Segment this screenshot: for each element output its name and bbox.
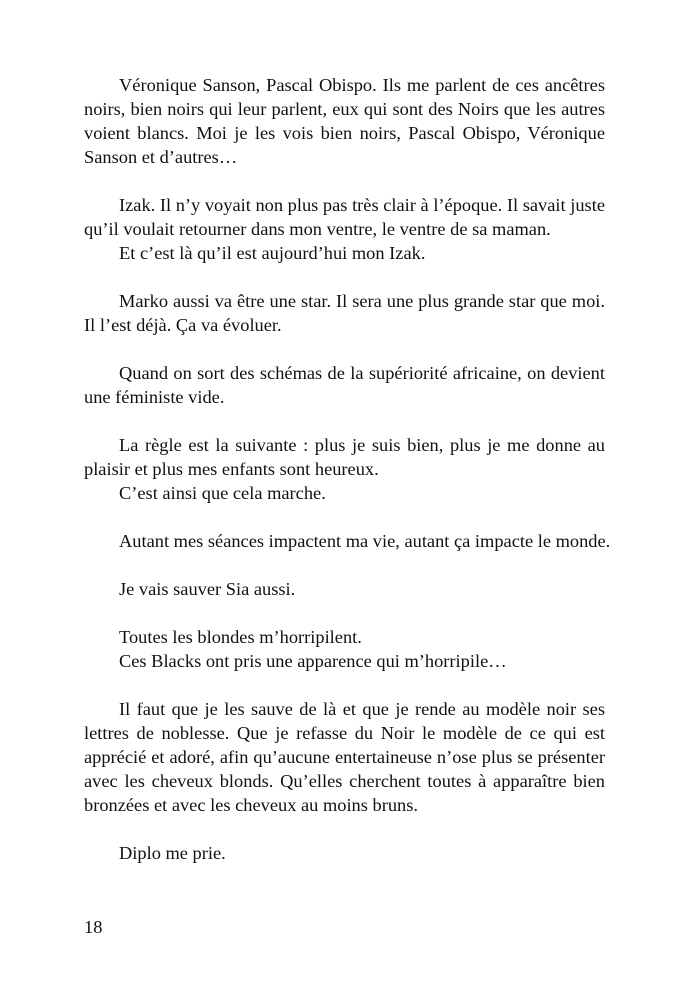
paragraph [84,73,605,169]
text-line: apprécié et adoré, afin qu’aucune entertaineuse n’ose plus se présenter [84,747,605,767]
paragraph [84,361,605,409]
text-line: C’est ainsi que cela marche. [119,483,326,503]
page-number: 18 [84,917,103,937]
text-line: Autant mes séances impactent ma vie, autant ça impacte le monde. [119,531,611,551]
paragraph [84,529,611,553]
text-line: lettres de noblesse. Que je refasse du Noir le modèle de ce qui est [84,723,605,743]
text-line: Sanson et d’autres… [84,147,238,167]
text-line: noirs, bien noirs qui leur parlent, eux qui sont des Noirs que les autres [84,99,605,119]
paragraph [84,841,605,865]
text-line: Véronique Sanson, Pascal Obispo. Ils me parlent de ces ancêtres [119,75,605,95]
text-line: Ces Blacks ont pris une apparence qui m’horripile… [119,651,507,671]
text-line: Il faut que je les sauve de là et que je rende au modèle noir ses [119,699,605,719]
text-line: voient blancs. Moi je les vois bien noirs, Pascal Obispo, Véronique [84,123,605,143]
paragraph [84,193,605,265]
text-line: Toutes les blondes m’horripilent. [119,627,362,647]
paragraph [84,697,605,817]
text-line: Il l’est déjà. Ça va évoluer. [84,315,282,335]
paragraph [84,625,605,673]
paragraph [84,577,605,601]
text-line: Izak. Il n’y voyait non plus pas très clair à l’époque. Il savait juste [119,195,605,215]
text-line: Je vais sauver Sia aussi. [119,579,296,599]
text-line: avec les cheveux blonds. Qu’elles cherchent toutes à apparaître bien [84,771,605,791]
body-text [84,73,611,889]
paragraph [84,433,605,505]
text-line: une féministe vide. [84,387,225,407]
text-line: La règle est la suivante : plus je suis bien, plus je me donne au [119,435,605,455]
text-line: Et c’est là qu’il est aujourd’hui mon Izak. [119,243,426,263]
text-line: plaisir et plus mes enfants sont heureux. [84,459,379,479]
paragraph [84,289,605,337]
text-line: Marko aussi va être une star. Il sera une plus grande star que moi. [119,291,605,311]
text-line: qu’il voulait retourner dans mon ventre, le ventre de sa maman. [84,219,551,239]
text-line: Quand on sort des schémas de la supériorité africaine, on devient [119,363,605,383]
text-line: bronzées et avec les cheveux au moins bruns. [84,795,418,815]
text-line: Diplo me prie. [119,843,226,863]
